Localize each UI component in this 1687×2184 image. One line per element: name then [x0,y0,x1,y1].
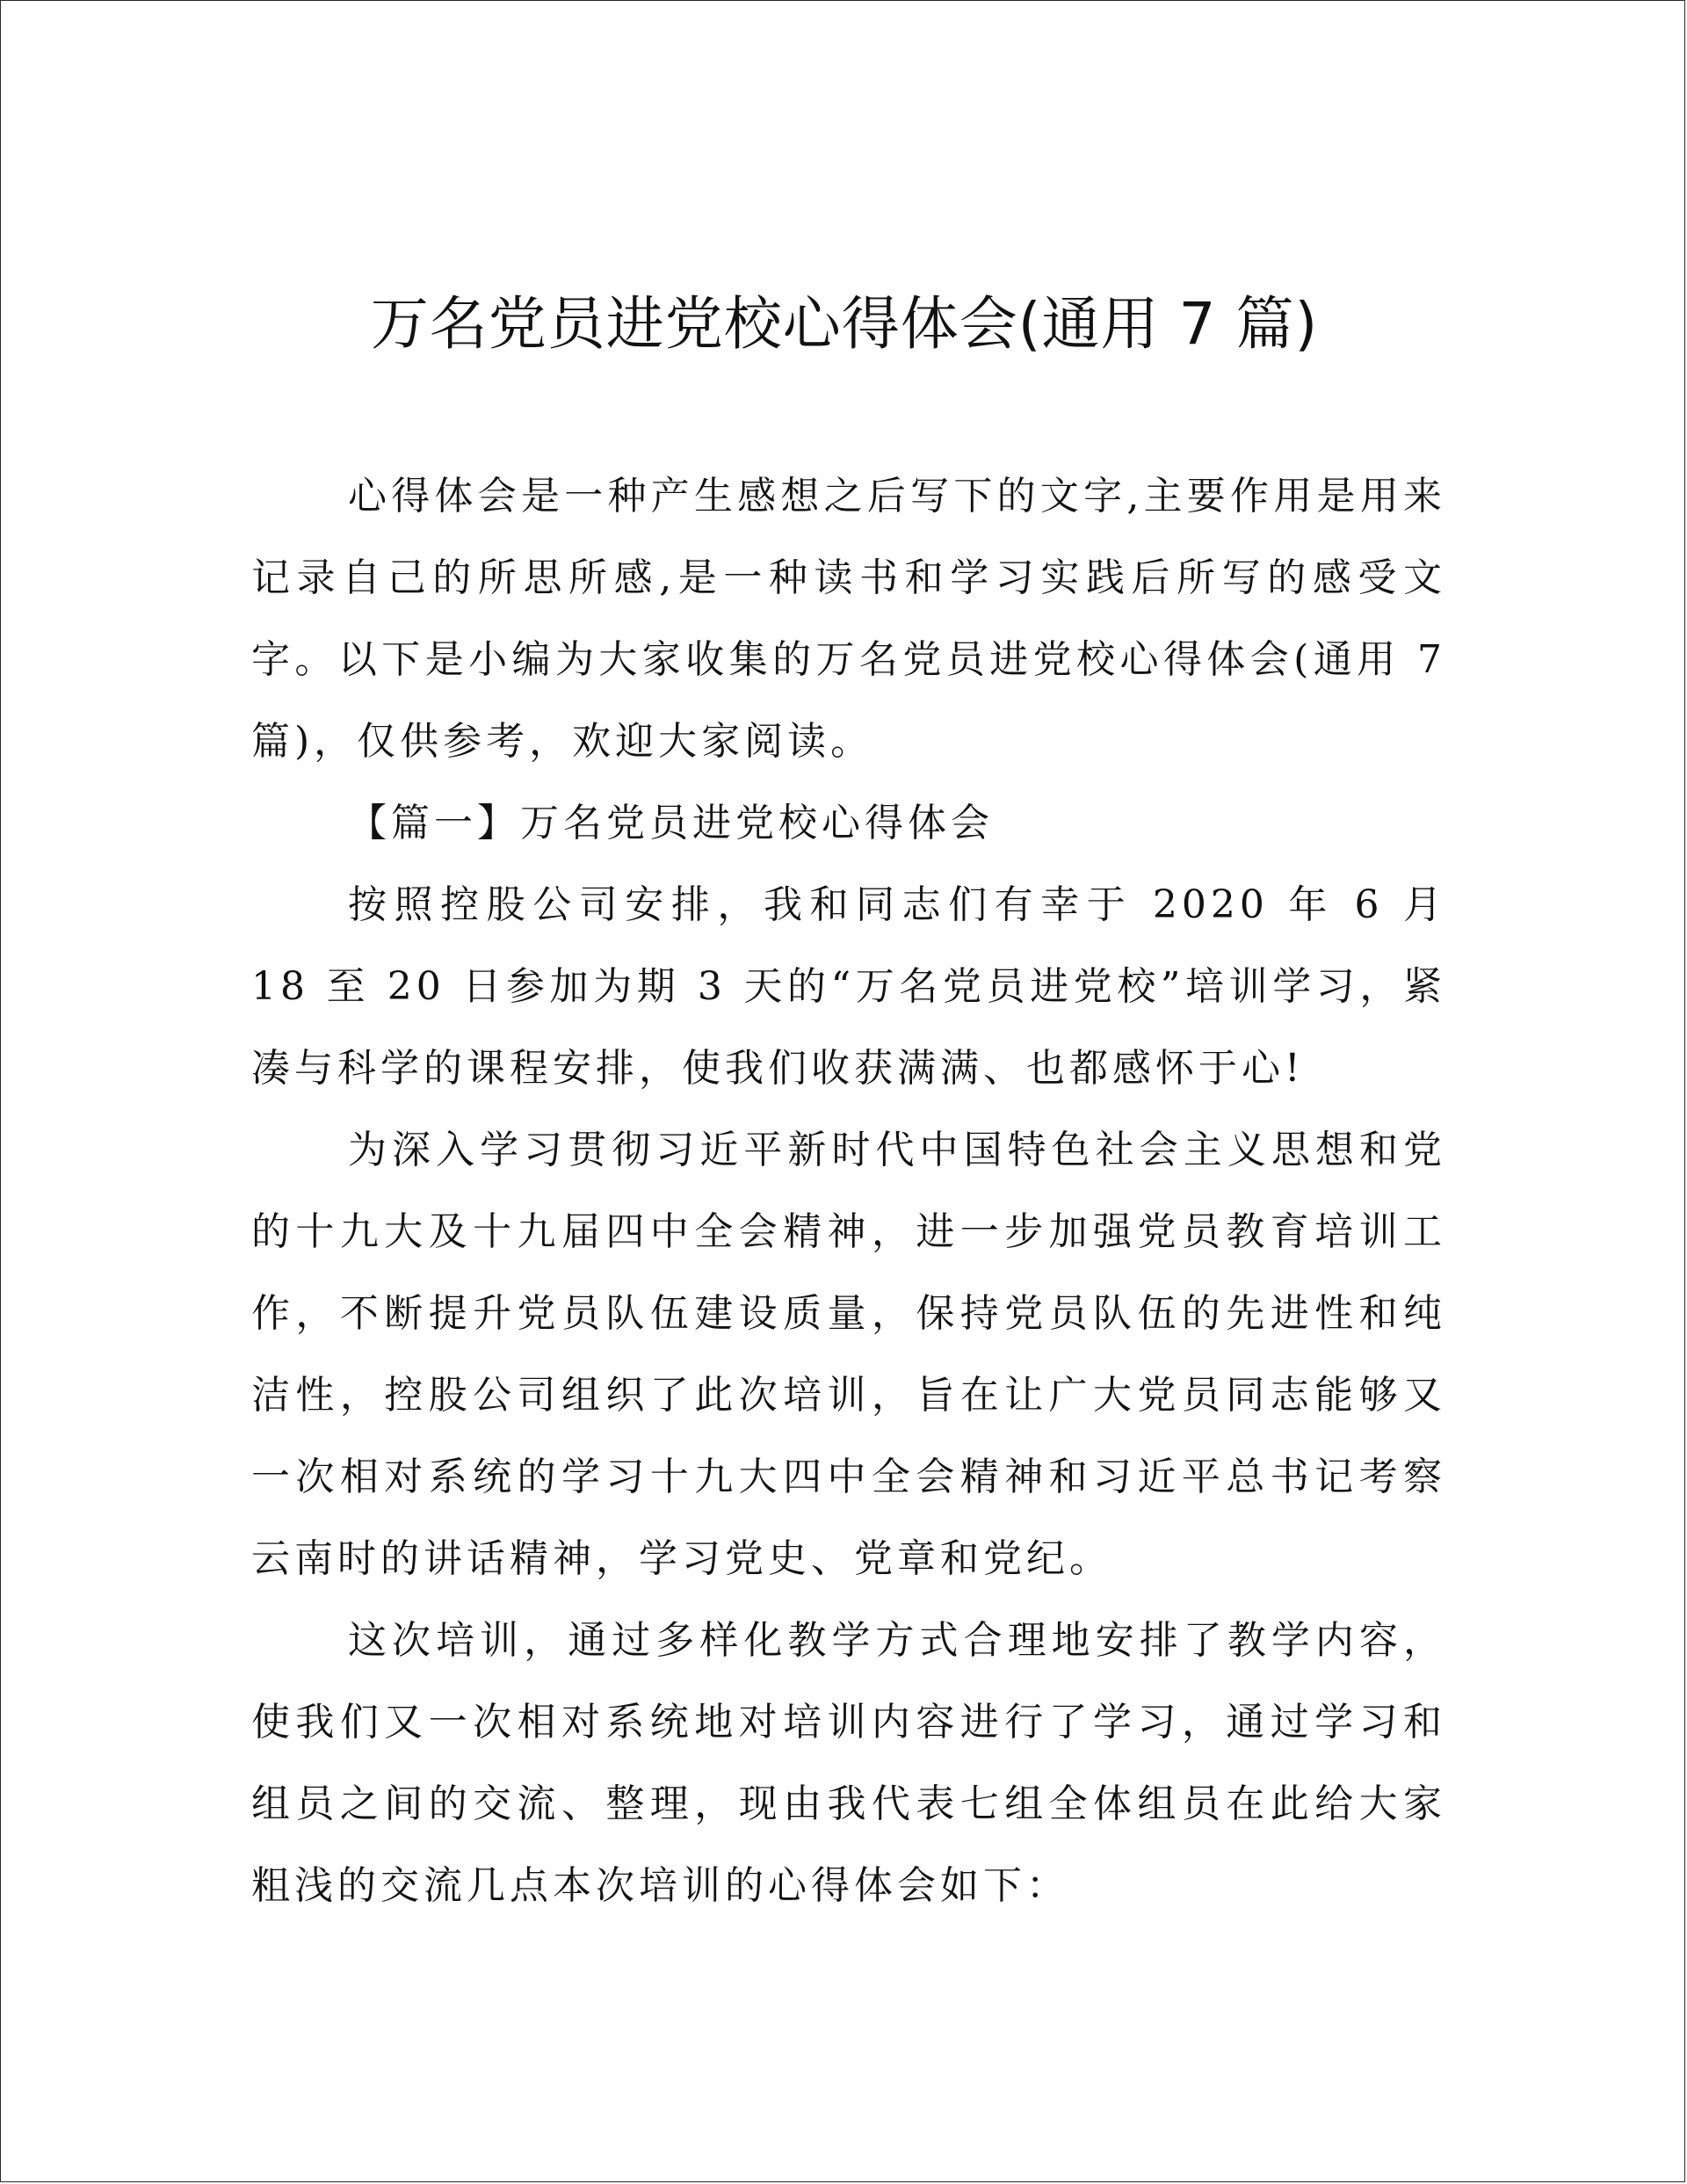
paragraph: 这次培训，通过多样化教学方式合理地安排了教学内容，使我们又一次相对系统地对培训内容进行了学习，通过学习和组员之间的交流、整理，现由我代表七组全体组员在此给大家粗浅的交流几点本次培训的心得体会如下： [251,1618,1446,1908]
document-body [251,455,1446,1926]
paragraph: 为深入学习贯彻习近平新时代中国特色社会主义思想和党的十九大及十九届四中全会精神，进一步加强党员教育培训工作，不断提升党员队伍建设质量，保持党员队伍的先进性和纯洁性，控股公司组织了此次培训，旨在让广大党员同志能够又一次相对系统的学习十九大四中全会精神和习近平总书记考察云南时的讲话精神，学习党史、党章和党纪。 [251,1128,1446,1581]
section-heading: 【篇一】万名党员进党校心得体会 [348,801,994,845]
paragraph-intro: 心得体会是一种产生感想之后写下的文字,主要作用是用来记录自己的所思所感,是一种读书和学习实践后所写的感受文字。以下是小编为大家收集的万名党员进党校心得体会(通用 7 篇)，仅供参考，欢迎大家阅读。 [251,474,1446,764]
paragraph: 按照控股公司安排，我和同志们有幸于 2020 年 6 月 18 至 20 日参加为期 3 天的“万名党员进党校”培训学习，紧凑与科学的课程安排，使我们收获满满、也都感怀于心! [251,882,1446,1091]
document-title: 万名党员进党校心得体会(通用 7 篇) [370,290,1319,358]
